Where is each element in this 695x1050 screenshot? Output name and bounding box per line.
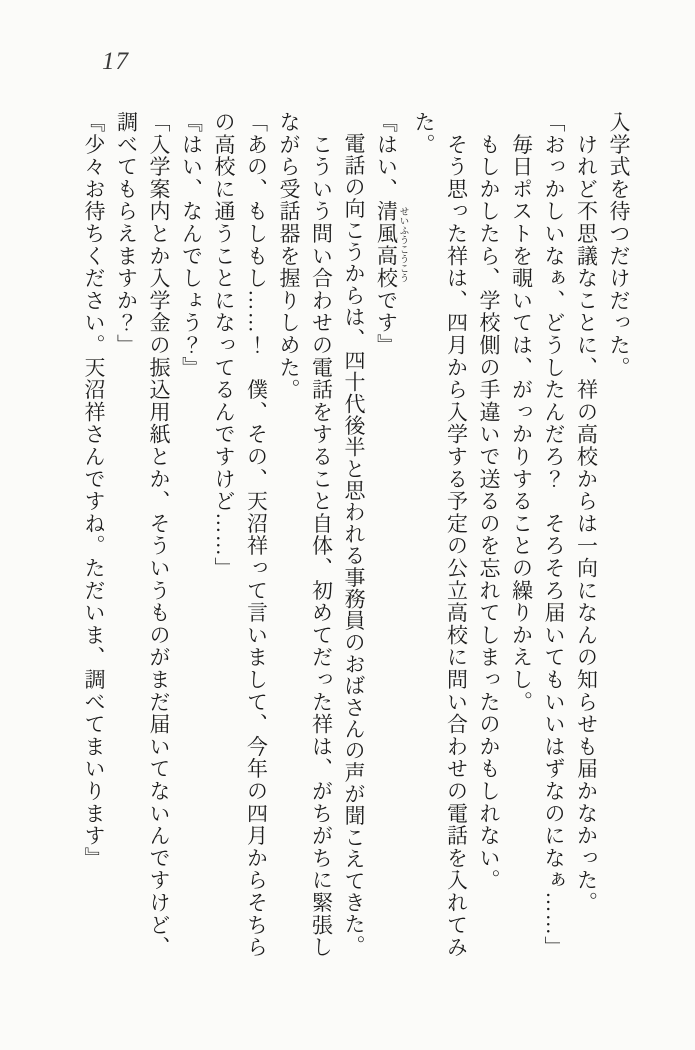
ruby-annotated-text: 清風高校 せいふうこうこう: [374, 200, 408, 290]
paragraph: 入学式を待つだけだった。: [607, 111, 631, 379]
paragraph: 毎日ポストを覗いては、がっかりすることの繰りかえし。: [509, 111, 534, 714]
paragraph: こういう問い合わせの電話をすること自体、初めてだった祥は、がちがちに緊張しながら受話器を握りしめた。: [277, 111, 334, 959]
page-number: 17: [102, 48, 129, 75]
paragraph: 『はい、清風高校 せいふうこうこうです』: [374, 111, 408, 357]
paragraph: 『はい、なんでしょう？』: [179, 111, 204, 379]
paragraph: 電話の向こうからは、四十代後半と思われる事務員のおばさんの声が聞こえてきた。: [342, 111, 366, 957]
paragraph: けれど不思議なことに、祥の高校からは一向になんの知らせも届かなかった。: [574, 111, 599, 914]
text-block: [78, 111, 636, 961]
paragraph: 『少々お待ちください。天沼祥さんですね。ただいま、調べてまいります』: [82, 111, 106, 870]
paragraph: 「おっかしいなぁ、どうしたんだろ？ そろそろ届いてもいいはずなのになぁ……」: [542, 111, 566, 959]
paragraph: 「あの、もしもし……！ 僕、その、天沼祥って言いまして、今年の四月からそちらの高校に通うことになってるんですけど……」: [212, 111, 269, 959]
paragraph: もしかしたら、学校側の手違いで送るのを忘れてしまったのかもしれない。: [477, 111, 501, 892]
furigana: せいふうこうこう: [397, 200, 408, 290]
paragraph: そう思った祥は、四月から入学する予定の公立高校に問い合わせの電話を入れてみた。: [412, 111, 469, 959]
paragraph: 「入学案内とか入学金の振込用紙とか、そういうものがまだ届いてないんですけど、調べてもらえますか？」: [114, 111, 171, 959]
